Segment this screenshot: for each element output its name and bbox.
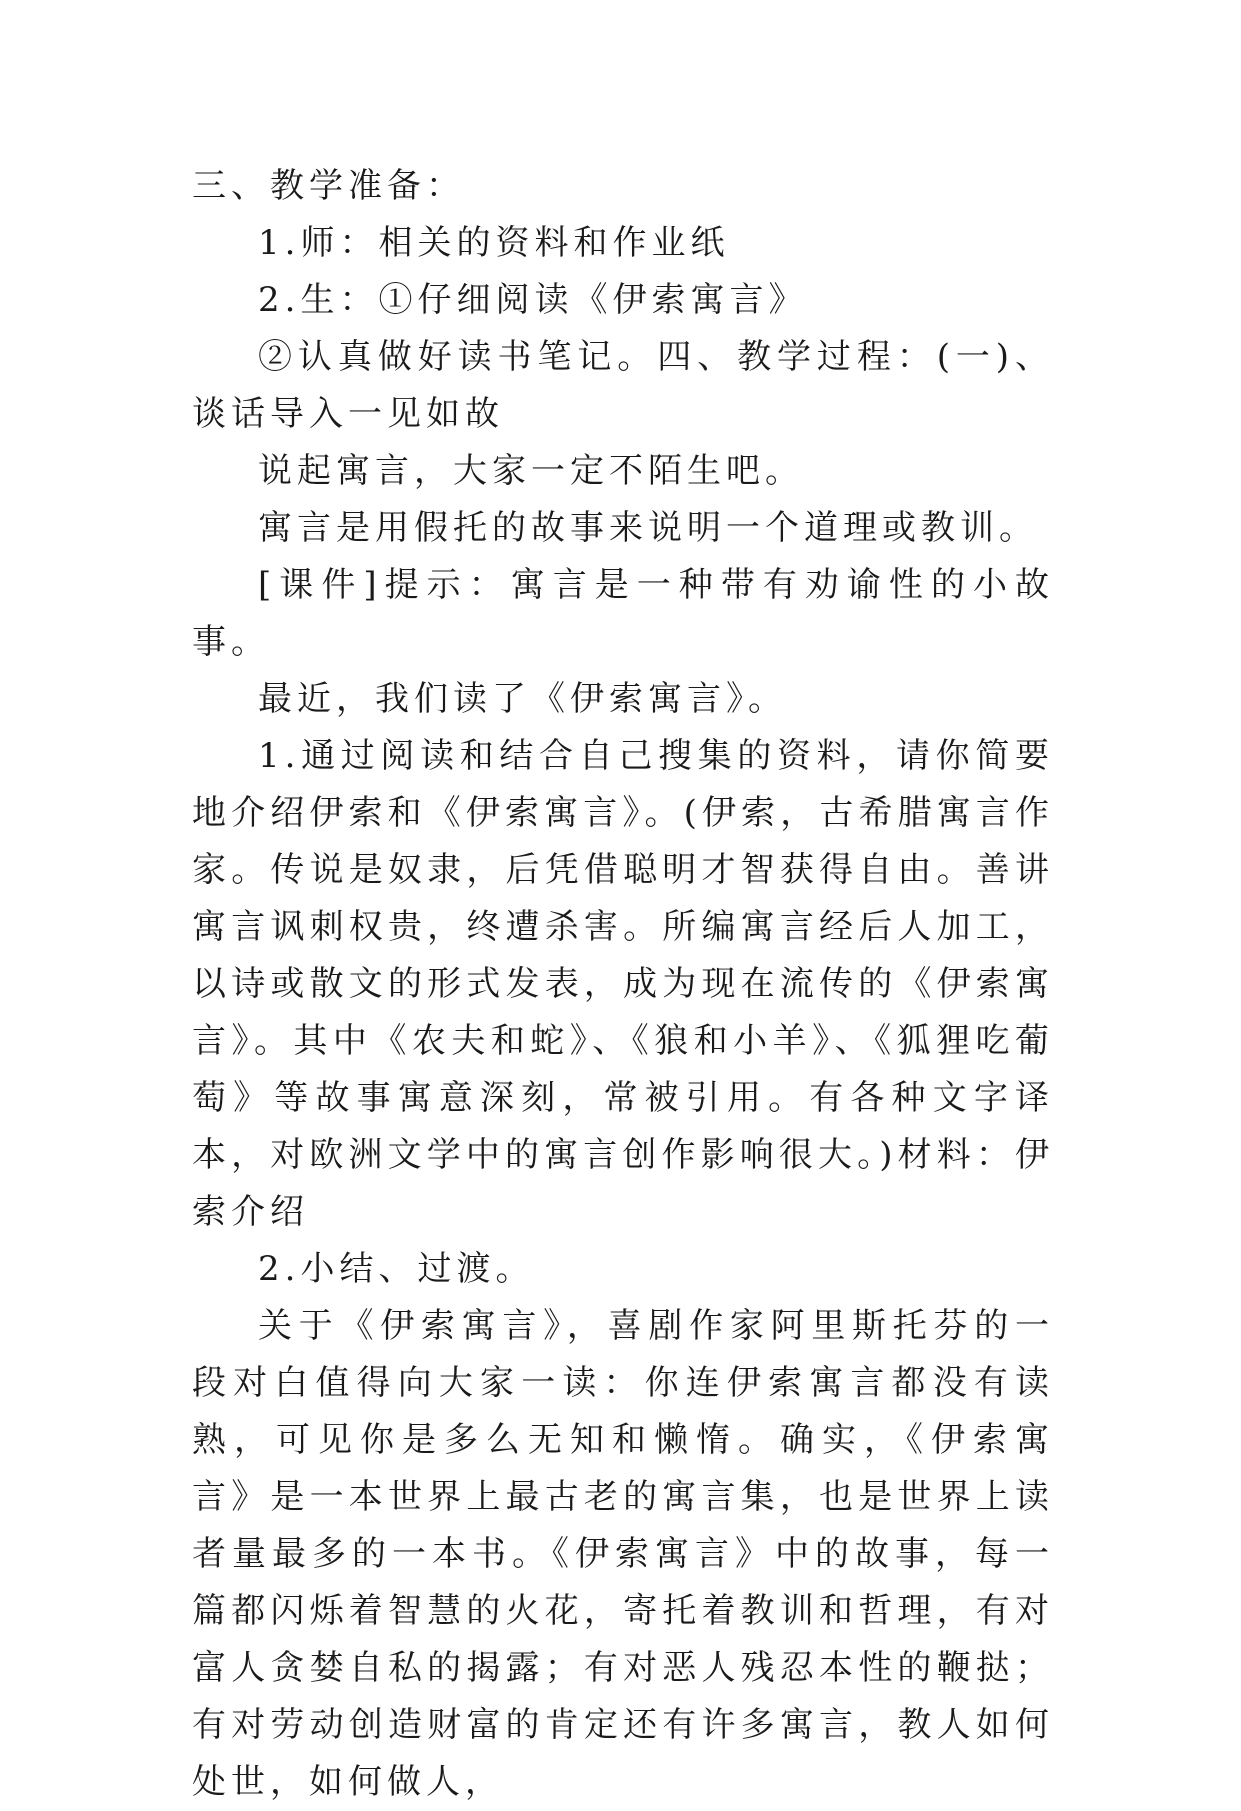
paragraph-student-reading: 2.生：①仔细阅读《伊索寓言》 bbox=[258, 280, 808, 320]
paragraph-summary-transition: 2.小结、过渡。 bbox=[258, 1249, 535, 1289]
paragraph-recent-reading: 最近，我们读了《伊索寓言》。 bbox=[258, 679, 787, 719]
paragraph-fable-intro: 说起寓言，大家一定不陌生吧。 bbox=[258, 451, 804, 491]
document-body bbox=[192, 158, 1054, 1811]
paragraph-notes-and-process: ②认真做好读书笔记。四、教学过程：(一)、谈话导入一见如故 bbox=[192, 337, 1054, 434]
paragraph-aesop-introduction: 1.通过阅读和结合自己搜集的资料，请你简要地介绍伊索和《伊索寓言》。(伊索，古希腊寓言作家。传说是奴隶，后凭借聪明才智获得自由。善讲寓言讽刺权贵，终遭杀害。所编寓言经后人加工，以诗或散文的形式发表，成为现在流传的《伊索寓言》。其中《农夫和蛇》、《狼和小羊》、《狐狸吃葡萄》等故事寓意深刻，常被引用。有各种文字译本，对欧洲文学中的寓言创作影响很大。)材料：伊索介绍 bbox=[192, 736, 1054, 1232]
paragraph-courseware-hint: [课件]提示：寓言是一种带有劝谕性的小故事。 bbox=[192, 565, 1054, 662]
paragraph-teacher-materials: 1.师：相关的资料和作业纸 bbox=[258, 223, 730, 263]
paragraph-aristophanes-quote: 关于《伊索寓言》，喜剧作家阿里斯托芬的一段对白值得向大家一读：你连伊索寓言都没有读熟，可见你是多么无知和懒惰。确实，《伊索寓言》是一本世界上最古老的寓言集，也是世界上读者量最多的一本书。《伊索寓言》中的故事，每一篇都闪烁着智慧的火花，寄托着教训和哲理，有对富人贪婪自私的揭露；有对恶人残忍本性的鞭挞；有对劳动创造财富的肯定还有许多寓言，教人如何处世，如何做人， bbox=[192, 1306, 1054, 1802]
section-heading-teaching-prep: 三、教学准备： bbox=[192, 166, 465, 206]
paragraph-fable-definition: 寓言是用假托的故事来说明一个道理或教训。 bbox=[258, 508, 1038, 548]
